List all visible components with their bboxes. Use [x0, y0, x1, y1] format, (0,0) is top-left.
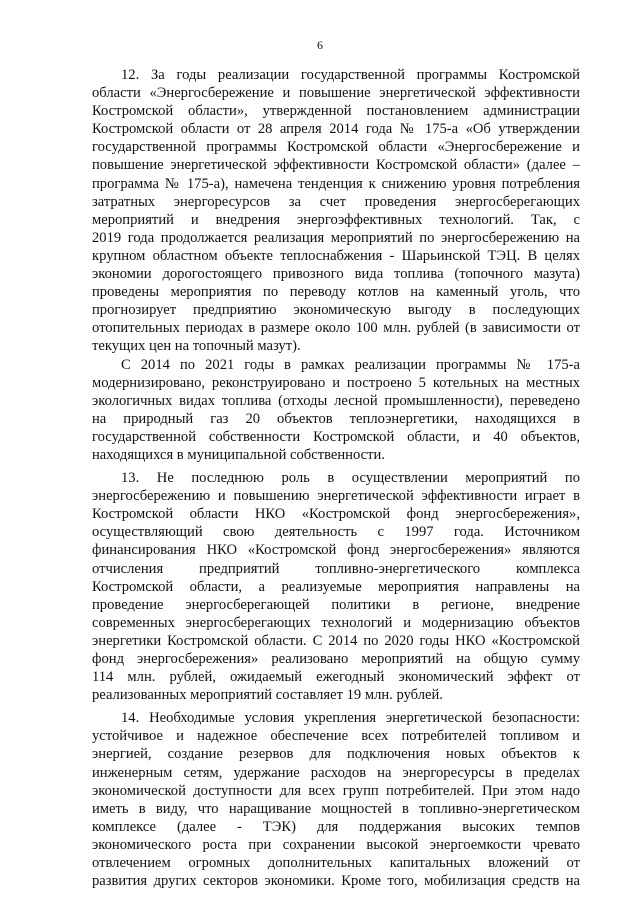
- text-line: отчисления предприятий топливно-энергетического комплекса: [92, 560, 580, 577]
- text-line: области «Энергосбережение и повышение энергетической эффективности: [92, 85, 580, 102]
- text-line: экономического роста при сохранении высокой энергоемкости чревато: [92, 836, 580, 853]
- text-line: финансирования НКО «Костромской фонд энергосбережения» являются: [92, 542, 580, 559]
- document-body: [92, 66, 580, 890]
- text-line: энергетики Костромской области. С 2014 по 2020 годы НКО «Костромской: [92, 632, 580, 649]
- text-line: 13. Не последнюю роль в осуществлении мероприятий по: [121, 470, 580, 487]
- text-line: Костромской области», утвержденной постановлением администрации: [92, 103, 580, 120]
- paragraph: [92, 469, 580, 704]
- text-line: С 2014 по 2021 годы в рамках реализации программы № 175-а: [121, 356, 580, 373]
- text-line: 14. Необходимые условия укрепления энергетической безопасности:: [121, 710, 580, 727]
- page-number: 6: [317, 38, 323, 52]
- text-line: проведены мероприятия по переводу котлов на каменный уголь, что: [92, 284, 580, 301]
- text-line: крупном областном объекте теплоснабжения - Шарьинской ТЭЦ. В целях: [92, 247, 580, 264]
- text-line: реализованных мероприятий составляет 19 млн. рублей.: [92, 687, 443, 704]
- text-line: экономии дорогостоящего привозного вида топлива (топочного мазута): [92, 266, 580, 283]
- text-line: фонд энергосбережения» реализовано мероприятий на общую сумму: [92, 651, 580, 667]
- text-line: повышение энергетической эффективности Костромской области» (далее –: [92, 157, 580, 174]
- text-line: Костромской области от 28 апреля 2014 года № 175-а «Об утверждении: [92, 121, 580, 138]
- text-line: экологичных видах топлива (отходы лесной промышленности), переведено: [92, 392, 580, 409]
- text-line: мероприятий и внедрения энергоэффективных технологий. Так, с: [92, 211, 580, 228]
- text-line: осуществляющий свою деятельность с 1997 года. Источником: [92, 524, 580, 541]
- text-line: экономической доступности для всех групп потребителей. При этом надо: [92, 782, 580, 799]
- text-line: прогнозирует предприятию экономическую выгоду в последующих: [92, 302, 580, 319]
- text-line: Костромской области НКО «Костромской фонд энергосбережения»,: [92, 506, 580, 523]
- text-line: инженерным сетям, удержание расходов на энергоресурсы в пределах: [92, 764, 580, 781]
- text-line: текущих цен на топочный мазут).: [92, 338, 301, 355]
- text-line: 12. За годы реализации государственной программы Костромской: [121, 67, 580, 83]
- text-line: отвлечением огромных дополнительных капитальных вложений от: [92, 855, 580, 872]
- text-line: современных энергосберегающих технологий и модернизацию объектов: [92, 614, 580, 631]
- text-line: модернизировано, реконструировано и построено 5 котельных на местных: [92, 374, 580, 391]
- text-line: развития других секторов экономики. Кроме того, мобилизация средств на: [92, 873, 580, 890]
- text-line: на природный газ 20 объектов теплоэнергетики, находящихся в: [92, 410, 580, 427]
- text-line: государственной программы Костромской области «Энергосбережение и: [92, 139, 580, 156]
- text-line: 114 млн. рублей, ожидаемый ежегодный экономический эффект от: [92, 669, 580, 686]
- text-line: комплексе (далее - ТЭК) для поддержания высоких темпов: [92, 818, 580, 835]
- text-line: устойчивое и надежное обеспечение всех потребителей топливом и: [92, 728, 580, 745]
- text-line: затратных энергоресурсов за счет проведения энергосберегающих: [92, 193, 580, 210]
- text-line: находящихся в муниципальной собственности.: [92, 446, 385, 463]
- text-line: энергосбережению и повышению энергетической эффективности играет в: [92, 488, 580, 505]
- text-line: иметь в виду, что наращивание мощностей в топливно-энергетическом: [92, 800, 580, 817]
- paragraph: [92, 66, 580, 356]
- text-line: государственной собственности Костромской области, и 40 объектов,: [92, 428, 580, 445]
- text-line: проведение энергосберегающей политики в регионе, внедрение: [92, 596, 580, 613]
- text-line: энергией, создание резервов для подключения новых объектов к: [92, 746, 580, 763]
- text-line: отопительных периодах в размере около 100 млн. рублей (в зависимости от: [92, 320, 580, 337]
- paragraph: [92, 709, 580, 890]
- text-line: 2019 года продолжается реализация мероприятий по энергосбережению на: [92, 229, 580, 246]
- text-line: программа № 175-а), намечена тенденция к снижению уровня потребления: [92, 175, 580, 192]
- paragraph: [92, 356, 580, 465]
- text-line: Костромской области, а реализуемые мероприятия направлены на: [92, 578, 580, 595]
